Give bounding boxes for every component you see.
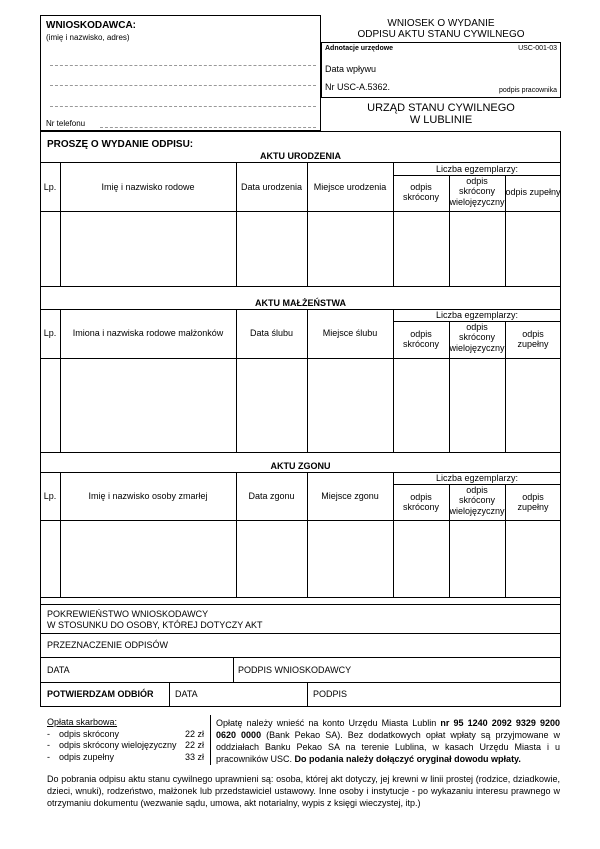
fee-item-full: odpis zupełny xyxy=(59,752,115,762)
fee-amount-full: 33 zł xyxy=(184,752,204,762)
fees-title: Opłata skarbowa: xyxy=(47,717,118,727)
payment-attachment-note: Do podania należy dołączyć oryginał dowodu wpłaty. xyxy=(294,754,521,764)
confirm-signature-field[interactable] xyxy=(350,683,560,706)
marriage-col-place: Miejsce ślubu xyxy=(322,328,378,338)
confirm-receipt-label: POTWIERDZAM ODBIÓR xyxy=(47,689,154,699)
confirm-separator-1 xyxy=(169,682,170,707)
applicant-line-3[interactable] xyxy=(50,106,316,107)
applicant-label: WNIOSKODAWCA: xyxy=(46,20,136,31)
death-col-short: odpis skrócony xyxy=(402,492,439,513)
marriage-entry-area[interactable] xyxy=(61,359,561,452)
death-col-name: Imię i nazwisko osoby zmarłej xyxy=(88,491,208,501)
marriage-section-title: AKTU MAŁŻEŃSTWA xyxy=(255,298,346,308)
birth-col-short: odpis skrócony xyxy=(402,182,439,203)
employee-signature-label: podpis pracownika xyxy=(499,87,557,94)
office-name-line1: URZĄD STANU CYWILNEGO xyxy=(367,102,515,114)
birth-copies-label: Liczba egzemplarzy: xyxy=(435,164,519,174)
usc-number-label: Nr USC-A.5362. xyxy=(325,82,391,92)
date-row-separator xyxy=(233,657,234,682)
birth-col-lp: Lp. xyxy=(43,182,57,192)
birth-col-multi: odpis skrócony wielojęzyczny xyxy=(449,176,505,207)
birth-col-place: Miejsce urodzenia xyxy=(313,182,387,192)
phone-label: Nr telefonu xyxy=(46,119,86,128)
header-divider xyxy=(320,15,321,131)
marriage-col-date: Data ślubu xyxy=(249,328,294,338)
eligibility-note: Do pobrania odpisu aktu stanu cywilnego uprawnieni są: osoba, której akt dotyczy, jej krewni w linii prostej (rodzice, dziadkowie, dzieci, wnuki), rodzeństwo, małżonek lub przedstawiciel ustawowy. Inne osoby i instytucje - po wykazaniu interesu prawnego w otrzymaniu dokumentu (wezwanie sądu, umowa, akt notarialny, wypis z księgi wieczystej, itp.) xyxy=(47,774,560,808)
birth-col-full: odpis zupełny xyxy=(505,187,561,197)
phone-field[interactable] xyxy=(100,127,316,128)
marriage-col-lp: Lp. xyxy=(43,328,57,338)
payment-text-1: Opłatę należy wnieść na konto Urzędu Miasta Lublin xyxy=(216,718,441,728)
fee-bullet: - xyxy=(47,752,50,762)
marriage-col-full: odpis zupełny xyxy=(517,329,549,350)
form-title-line1: WNIOSEK O WYDANIE xyxy=(387,18,495,29)
fee-item-short: odpis skrócony xyxy=(59,729,120,739)
date-field[interactable] xyxy=(80,658,230,681)
payment-text-2: (Bank Pekao SA). Bez dodatkowych opłat wpłaty są przyjmowane w oddziałach Banku Pekao SA na terenie Lublina, w kasach Urzędu Miasta i u pracowników USC. xyxy=(216,730,560,764)
fee-amount-multi: 22 zł xyxy=(184,740,204,750)
marriage-col-multi: odpis skrócony wielojęzyczny xyxy=(449,322,505,353)
kinship-top-line xyxy=(40,597,561,598)
office-name-line2: W LUBLINIE xyxy=(409,114,473,126)
kinship-field[interactable] xyxy=(300,606,560,632)
marriage-col-short: odpis skrócony xyxy=(402,329,439,350)
purpose-field[interactable] xyxy=(160,634,560,656)
marriage-section-top xyxy=(40,286,561,287)
form-code: USC-001-03 xyxy=(518,45,557,52)
form-title-line2: ODPISU AKTU STANU CYWILNEGO xyxy=(357,29,525,40)
applicant-signature-label: PODPIS WNIOSKODAWCY xyxy=(238,665,352,675)
marriage-col-name: Imiona i nazwiska rodowe małżonków xyxy=(72,328,224,338)
fee-amount-short: 22 zł xyxy=(184,729,204,739)
birth-col-name: Imię i nazwisko rodowe xyxy=(101,182,195,192)
kinship-label-line1: POKREWIEŃSTWO WNIOSKODAWCY xyxy=(47,609,209,619)
birth-entry-area[interactable] xyxy=(61,212,561,286)
date-label: DATA xyxy=(47,665,70,675)
bank-account-number: nr 95 1240 2092 9329 9200 0620 0000 xyxy=(216,718,560,740)
confirm-date-label: DATA xyxy=(175,689,198,699)
fee-bullet: - xyxy=(47,740,50,750)
applicant-line-1[interactable] xyxy=(50,65,316,66)
office-notes-label: Adnotacje urzędowe xyxy=(325,45,394,52)
birth-top-line xyxy=(40,162,561,163)
purpose-label: PRZEZNACZENIE ODPISÓW xyxy=(47,640,169,650)
fee-bullet: - xyxy=(47,729,50,739)
death-col-multi: odpis skrócony wielojęzyczny xyxy=(449,485,505,516)
kinship-label-line2: W STOSUNKU DO OSOBY, KTÓREJ DOTYCZY AKT xyxy=(47,620,263,630)
death-section-top xyxy=(40,452,561,453)
death-col-place: Miejsce zgonu xyxy=(321,491,379,501)
death-section-title: AKTU ZGONU xyxy=(270,461,331,471)
death-col-full: odpis zupełny xyxy=(517,492,549,513)
birth-section-title: AKTU URODZENIA xyxy=(260,151,341,161)
fee-item-multi: odpis skrócony wielojęzyczny xyxy=(59,740,177,750)
applicant-line-2[interactable] xyxy=(50,85,316,86)
request-heading: PROSZĘ O WYDANIE ODPISU: xyxy=(47,139,194,150)
fees-divider xyxy=(210,715,211,765)
birth-col-date: Data urodzenia xyxy=(240,182,303,192)
confirm-date-field[interactable] xyxy=(205,683,305,706)
death-copies-label: Liczba egzemplarzy: xyxy=(435,473,519,483)
death-entry-area[interactable] xyxy=(61,521,561,597)
receipt-date-label: Data wpływu xyxy=(325,64,377,74)
confirm-signature-label: PODPIS xyxy=(313,689,348,699)
confirm-separator-2 xyxy=(307,682,308,707)
death-col-date: Data zgonu xyxy=(248,491,295,501)
marriage-copies-label: Liczba egzemplarzy: xyxy=(435,310,519,320)
death-col-lp: Lp. xyxy=(43,491,57,501)
payment-info xyxy=(216,717,560,765)
kinship-top-line-2 xyxy=(40,604,561,605)
applicant-hint: (imię i nazwisko, adres) xyxy=(46,33,130,42)
applicant-signature-field[interactable] xyxy=(360,658,560,681)
